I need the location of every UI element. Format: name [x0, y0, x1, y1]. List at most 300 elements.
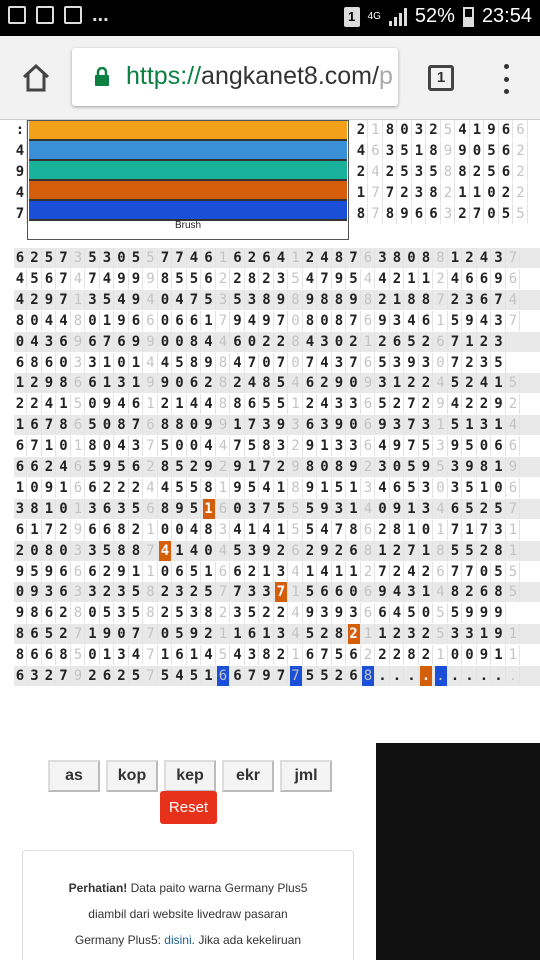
- grid-cell[interactable]: 4: [355, 141, 368, 161]
- grid-cell[interactable]: 6: [58, 582, 71, 602]
- grid-cell[interactable]: 3: [406, 624, 419, 644]
- grid-cell[interactable]: 3: [442, 204, 455, 224]
- grid-cell[interactable]: 1: [203, 666, 216, 686]
- grid-cell[interactable]: 7: [493, 290, 506, 310]
- grid-cell[interactable]: 9: [232, 478, 245, 498]
- grid-cell[interactable]: 7: [72, 624, 85, 644]
- grid-cell[interactable]: 5: [159, 666, 172, 686]
- grid-cell[interactable]: 3: [87, 353, 100, 373]
- grid-cell[interactable]: 5: [130, 499, 143, 519]
- grid-cell[interactable]: 3: [377, 373, 390, 393]
- grid-cell[interactable]: 5: [449, 541, 462, 561]
- grid-cell[interactable]: 6: [217, 666, 230, 686]
- grid-cell[interactable]: 3: [449, 478, 462, 498]
- grid-cell[interactable]: 1: [130, 562, 143, 582]
- grid-cell[interactable]: 0: [377, 499, 390, 519]
- grid-cell[interactable]: 8: [232, 394, 245, 414]
- grid-cell[interactable]: 5: [130, 603, 143, 623]
- grid-cell[interactable]: 1: [29, 520, 42, 540]
- grid-cell[interactable]: 8: [362, 290, 375, 310]
- grid-cell[interactable]: 2: [420, 394, 433, 414]
- grid-cell[interactable]: 8: [391, 520, 404, 540]
- grid-cell[interactable]: 3: [413, 120, 426, 140]
- grid-cell[interactable]: 0: [116, 248, 129, 268]
- grid-cell[interactable]: 2: [464, 394, 477, 414]
- grid-cell[interactable]: 4: [290, 373, 303, 393]
- grid-cell[interactable]: 3: [377, 457, 390, 477]
- grid-cell[interactable]: 0: [174, 373, 187, 393]
- grid-cell[interactable]: 7: [87, 269, 100, 289]
- grid-cell[interactable]: 7: [145, 541, 158, 561]
- grid-cell[interactable]: 8: [58, 373, 71, 393]
- grid-cell[interactable]: 5: [493, 562, 506, 582]
- grid-cell[interactable]: 6: [413, 204, 426, 224]
- grid-cell[interactable]: 3: [348, 436, 361, 456]
- grid-cell[interactable]: 6: [319, 582, 332, 602]
- grid-cell[interactable]: 3: [420, 415, 433, 435]
- grid-cell[interactable]: 5: [464, 541, 477, 561]
- grid-cell[interactable]: 0: [290, 311, 303, 331]
- grid-cell[interactable]: 6: [362, 582, 375, 602]
- grid-cell[interactable]: 3: [246, 290, 259, 310]
- grid-cell[interactable]: 4: [43, 394, 56, 414]
- grid-cell[interactable]: 0: [29, 478, 42, 498]
- grid-cell[interactable]: 4: [232, 520, 245, 540]
- grid-cell[interactable]: 5: [486, 162, 499, 182]
- grid-cell[interactable]: 1: [275, 478, 288, 498]
- grid-cell[interactable]: 0: [471, 141, 484, 161]
- grid-cell[interactable]: 9: [101, 457, 114, 477]
- grid-cell[interactable]: 9: [290, 457, 303, 477]
- as-button[interactable]: as: [48, 760, 100, 792]
- grid-cell[interactable]: 6: [420, 311, 433, 331]
- grid-cell[interactable]: 5: [304, 666, 317, 686]
- grid-cell[interactable]: 9: [43, 478, 56, 498]
- grid-cell[interactable]: 9: [72, 332, 85, 352]
- grid-cell[interactable]: 6: [145, 415, 158, 435]
- grid-cell[interactable]: 5: [246, 603, 259, 623]
- grid-cell[interactable]: 7: [130, 415, 143, 435]
- grid-cell[interactable]: 1: [43, 499, 56, 519]
- grid-cell[interactable]: 7: [217, 582, 230, 602]
- grid-cell[interactable]: 1: [290, 394, 303, 414]
- grid-cell[interactable]: 3: [72, 541, 85, 561]
- grid-cell[interactable]: 4: [290, 562, 303, 582]
- grid-cell[interactable]: 5: [442, 120, 455, 140]
- grid-cell[interactable]: 1: [217, 624, 230, 644]
- grid-cell[interactable]: 1: [101, 373, 114, 393]
- grid-cell[interactable]: 9: [464, 311, 477, 331]
- grid-cell[interactable]: 8: [355, 204, 368, 224]
- grid-cell[interactable]: 5: [261, 394, 274, 414]
- grid-cell[interactable]: 6: [515, 120, 528, 140]
- grid-cell[interactable]: 3: [333, 394, 346, 414]
- grid-cell[interactable]: 1: [43, 436, 56, 456]
- grid-cell[interactable]: 4: [159, 353, 172, 373]
- grid-cell[interactable]: 5: [275, 394, 288, 414]
- grid-cell[interactable]: 1: [493, 457, 506, 477]
- grid-cell[interactable]: 3: [217, 290, 230, 310]
- grid-cell[interactable]: 5: [449, 373, 462, 393]
- grid-cell[interactable]: 2: [159, 394, 172, 414]
- grid-cell[interactable]: 3: [116, 499, 129, 519]
- grid-cell[interactable]: 7: [145, 666, 158, 686]
- grid-cell[interactable]: 7: [304, 353, 317, 373]
- grid-cell[interactable]: 5: [290, 520, 303, 540]
- grid-cell[interactable]: 4: [362, 499, 375, 519]
- grid-cell[interactable]: 4: [246, 373, 259, 393]
- grid-cell[interactable]: 7: [449, 332, 462, 352]
- grid-cell[interactable]: 6: [43, 353, 56, 373]
- grid-cell[interactable]: 2: [130, 478, 143, 498]
- grid-cell[interactable]: 9: [145, 373, 158, 393]
- grid-cell[interactable]: :: [14, 120, 27, 140]
- grid-cell[interactable]: 3: [217, 520, 230, 540]
- grid-cell[interactable]: 9: [130, 290, 143, 310]
- grid-cell[interactable]: 7: [275, 353, 288, 373]
- grid-cell[interactable]: 1: [87, 624, 100, 644]
- grid-cell[interactable]: 1: [457, 183, 470, 203]
- grid-cell[interactable]: 7: [435, 290, 448, 310]
- grid-cell[interactable]: 8: [333, 311, 346, 331]
- grid-cell[interactable]: 7: [478, 520, 491, 540]
- grid-cell[interactable]: 9: [457, 141, 470, 161]
- grid-cell[interactable]: 0: [348, 582, 361, 602]
- grid-cell[interactable]: 0: [87, 311, 100, 331]
- grid-cell[interactable]: 2: [391, 269, 404, 289]
- grid-cell[interactable]: 0: [159, 562, 172, 582]
- grid-cell[interactable]: 1: [493, 645, 506, 665]
- grid-cell[interactable]: 9: [478, 603, 491, 623]
- grid-cell[interactable]: 7: [58, 248, 71, 268]
- grid-cell[interactable]: 2: [217, 457, 230, 477]
- brush-swatch[interactable]: [29, 141, 347, 161]
- grid-cell[interactable]: 5: [188, 666, 201, 686]
- grid-cell[interactable]: 6: [500, 120, 513, 140]
- grid-cell[interactable]: 4: [58, 457, 71, 477]
- grid-cell[interactable]: 2: [442, 183, 455, 203]
- grid-cell[interactable]: 2: [246, 562, 259, 582]
- grid-cell[interactable]: 3: [246, 645, 259, 665]
- grid-cell[interactable]: 6: [304, 645, 317, 665]
- grid-cell[interactable]: 9: [304, 603, 317, 623]
- grid-cell[interactable]: 0: [101, 415, 114, 435]
- grid-cell[interactable]: 4: [377, 269, 390, 289]
- grid-cell[interactable]: 2: [116, 478, 129, 498]
- grid-cell[interactable]: 0: [87, 645, 100, 665]
- grid-cell[interactable]: 0: [87, 394, 100, 414]
- grid-cell[interactable]: 1: [507, 520, 520, 540]
- grid-cell[interactable]: 9: [203, 415, 216, 435]
- grid-cell[interactable]: 0: [486, 183, 499, 203]
- grid-cell[interactable]: 1: [406, 520, 419, 540]
- grid-cell[interactable]: 3: [435, 436, 448, 456]
- grid-cell[interactable]: .: [478, 666, 491, 686]
- grid-cell[interactable]: 3: [290, 415, 303, 435]
- grid-cell[interactable]: 8: [29, 603, 42, 623]
- grid-cell[interactable]: 6: [58, 332, 71, 352]
- grid-cell[interactable]: 3: [449, 624, 462, 644]
- grid-cell[interactable]: 3: [464, 624, 477, 644]
- grid-cell[interactable]: 1: [493, 415, 506, 435]
- grid-cell[interactable]: 3: [275, 269, 288, 289]
- grid-cell[interactable]: 5: [101, 603, 114, 623]
- grid-cell[interactable]: 2: [101, 582, 114, 602]
- grid-cell[interactable]: .: [464, 666, 477, 686]
- grid-cell[interactable]: 7: [406, 394, 419, 414]
- grid-cell[interactable]: 5: [101, 541, 114, 561]
- grid-cell[interactable]: 2: [515, 162, 528, 182]
- grid-cell[interactable]: 6: [217, 499, 230, 519]
- grid-cell[interactable]: 8: [14, 645, 27, 665]
- grid-cell[interactable]: 2: [515, 183, 528, 203]
- grid-cell[interactable]: 0: [435, 353, 448, 373]
- grid-cell[interactable]: 2: [457, 204, 470, 224]
- grid-cell[interactable]: 1: [435, 311, 448, 331]
- grid-cell[interactable]: 9: [203, 353, 216, 373]
- grid-cell[interactable]: 5: [449, 603, 462, 623]
- grid-cell[interactable]: 2: [428, 120, 441, 140]
- grid-cell[interactable]: 5: [275, 499, 288, 519]
- grid-cell[interactable]: 5: [493, 499, 506, 519]
- browser-menu-button[interactable]: [495, 64, 517, 94]
- grid-cell[interactable]: 1: [420, 582, 433, 602]
- grid-cell[interactable]: 9: [333, 373, 346, 393]
- grid-cell[interactable]: 4: [507, 290, 520, 310]
- grid-cell[interactable]: 8: [333, 248, 346, 268]
- grid-cell[interactable]: 2: [43, 457, 56, 477]
- grid-cell[interactable]: 5: [507, 373, 520, 393]
- grid-cell[interactable]: 3: [493, 520, 506, 540]
- grid-cell[interactable]: 6: [435, 332, 448, 352]
- grid-cell[interactable]: 6: [87, 332, 100, 352]
- grid-cell[interactable]: 7: [246, 353, 259, 373]
- grid-cell[interactable]: 2: [116, 666, 129, 686]
- grid-cell[interactable]: 7: [348, 353, 361, 373]
- grid-cell[interactable]: 8: [493, 541, 506, 561]
- grid-cell[interactable]: 1: [261, 562, 274, 582]
- grid-cell[interactable]: 9: [493, 603, 506, 623]
- grid-cell[interactable]: 6: [116, 332, 129, 352]
- grid-cell[interactable]: 6: [203, 269, 216, 289]
- grid-cell[interactable]: 2: [420, 645, 433, 665]
- grid-cell[interactable]: 1: [72, 499, 85, 519]
- grid-cell[interactable]: 0: [29, 541, 42, 561]
- grid-cell[interactable]: 2: [435, 269, 448, 289]
- grid-cell[interactable]: 1: [464, 520, 477, 540]
- grid-cell[interactable]: 3: [101, 248, 114, 268]
- grid-cell[interactable]: 9: [188, 624, 201, 644]
- grid-cell[interactable]: 3: [493, 332, 506, 352]
- grid-cell[interactable]: 1: [261, 624, 274, 644]
- home-icon[interactable]: [20, 62, 52, 94]
- grid-cell[interactable]: 6: [362, 311, 375, 331]
- grid-cell[interactable]: 2: [355, 120, 368, 140]
- grid-cell[interactable]: 6: [101, 520, 114, 540]
- grid-cell[interactable]: 9: [145, 269, 158, 289]
- grid-cell[interactable]: 9: [449, 436, 462, 456]
- grid-cell[interactable]: 6: [87, 373, 100, 393]
- grid-cell[interactable]: 8: [290, 290, 303, 310]
- grid-cell[interactable]: 9: [478, 645, 491, 665]
- grid-cell[interactable]: 3: [72, 353, 85, 373]
- grid-cell[interactable]: 9: [442, 141, 455, 161]
- grid-cell[interactable]: 9: [159, 373, 172, 393]
- grid-cell[interactable]: 2: [391, 645, 404, 665]
- grid-cell[interactable]: 8: [203, 520, 216, 540]
- brush-swatch[interactable]: [29, 201, 347, 221]
- grid-cell[interactable]: 9: [232, 311, 245, 331]
- grid-cell[interactable]: 8: [333, 624, 346, 644]
- grid-cell[interactable]: .: [406, 666, 419, 686]
- grid-cell[interactable]: .: [377, 666, 390, 686]
- grid-cell[interactable]: 7: [319, 645, 332, 665]
- grid-cell[interactable]: 9: [130, 332, 143, 352]
- grid-cell[interactable]: 6: [362, 603, 375, 623]
- grid-cell[interactable]: 7: [370, 204, 383, 224]
- grid-cell[interactable]: 3: [72, 582, 85, 602]
- grid-cell[interactable]: 0: [87, 603, 100, 623]
- grid-cell[interactable]: 7: [145, 645, 158, 665]
- grid-cell[interactable]: 7: [319, 269, 332, 289]
- grid-cell[interactable]: 2: [261, 332, 274, 352]
- grid-cell[interactable]: 3: [275, 436, 288, 456]
- grid-cell[interactable]: 5: [493, 353, 506, 373]
- grid-cell[interactable]: 5: [174, 457, 187, 477]
- grid-cell[interactable]: 3: [261, 582, 274, 602]
- grid-cell[interactable]: 1: [471, 120, 484, 140]
- grid-cell[interactable]: 5: [420, 436, 433, 456]
- grid-cell[interactable]: 1: [217, 248, 230, 268]
- grid-cell[interactable]: 4: [188, 248, 201, 268]
- grid-cell[interactable]: 1: [471, 183, 484, 203]
- grid-cell[interactable]: 7: [58, 666, 71, 686]
- grid-cell[interactable]: 9: [14, 162, 27, 182]
- grid-cell[interactable]: 1: [319, 436, 332, 456]
- grid-cell[interactable]: 5: [130, 248, 143, 268]
- grid-cell[interactable]: 1: [464, 415, 477, 435]
- grid-cell[interactable]: 4: [188, 541, 201, 561]
- grid-cell[interactable]: 7: [290, 666, 303, 686]
- grid-cell[interactable]: 7: [377, 562, 390, 582]
- grid-cell[interactable]: 8: [72, 311, 85, 331]
- grid-cell[interactable]: 6: [72, 478, 85, 498]
- grid-cell[interactable]: 6: [348, 666, 361, 686]
- grid-cell[interactable]: 0: [493, 478, 506, 498]
- grid-cell[interactable]: 4: [29, 332, 42, 352]
- grid-cell[interactable]: 9: [391, 499, 404, 519]
- grid-cell[interactable]: 8: [145, 582, 158, 602]
- grid-cell[interactable]: 3: [333, 353, 346, 373]
- grid-cell[interactable]: 5: [188, 269, 201, 289]
- grid-cell[interactable]: 2: [188, 457, 201, 477]
- grid-cell[interactable]: 9: [377, 415, 390, 435]
- grid-cell[interactable]: 2: [319, 373, 332, 393]
- grid-cell[interactable]: 6: [174, 562, 187, 582]
- grid-cell[interactable]: 5: [304, 499, 317, 519]
- grid-cell[interactable]: 8: [478, 457, 491, 477]
- grid-cell[interactable]: 5: [29, 269, 42, 289]
- grid-cell[interactable]: 1: [246, 520, 259, 540]
- grid-cell[interactable]: 8: [304, 457, 317, 477]
- grid-cell[interactable]: 9: [399, 204, 412, 224]
- grid-cell[interactable]: 5: [159, 436, 172, 456]
- grid-cell[interactable]: 8: [333, 290, 346, 310]
- grid-cell[interactable]: 9: [507, 457, 520, 477]
- grid-cell[interactable]: 9: [14, 603, 27, 623]
- grid-cell[interactable]: 6: [101, 666, 114, 686]
- grid-cell[interactable]: 2: [355, 162, 368, 182]
- grid-cell[interactable]: 1: [507, 624, 520, 644]
- grid-cell[interactable]: 0: [399, 120, 412, 140]
- grid-cell[interactable]: 5: [145, 248, 158, 268]
- grid-cell[interactable]: 8: [406, 290, 419, 310]
- grid-cell[interactable]: 2: [261, 603, 274, 623]
- grid-cell[interactable]: 3: [348, 394, 361, 414]
- grid-cell[interactable]: 5: [399, 162, 412, 182]
- grid-cell[interactable]: 6: [500, 141, 513, 161]
- grid-cell[interactable]: 4: [130, 645, 143, 665]
- grid-cell[interactable]: 2: [464, 582, 477, 602]
- grid-cell[interactable]: 5: [406, 478, 419, 498]
- grid-cell[interactable]: 5: [43, 248, 56, 268]
- grid-cell[interactable]: 4: [261, 478, 274, 498]
- grid-cell[interactable]: 9: [304, 478, 317, 498]
- grid-cell[interactable]: 9: [14, 562, 27, 582]
- grid-cell[interactable]: 2: [217, 603, 230, 623]
- grid-cell[interactable]: 1: [14, 415, 27, 435]
- grid-cell[interactable]: 4: [377, 436, 390, 456]
- grid-cell[interactable]: 4: [449, 269, 462, 289]
- grid-cell[interactable]: 5: [304, 582, 317, 602]
- grid-cell[interactable]: 8: [203, 478, 216, 498]
- grid-cell[interactable]: 4: [406, 311, 419, 331]
- grid-cell[interactable]: 7: [58, 269, 71, 289]
- grid-cell[interactable]: .: [435, 666, 448, 686]
- grid-cell[interactable]: 8: [203, 603, 216, 623]
- grid-cell[interactable]: 6: [72, 373, 85, 393]
- grid-cell[interactable]: 9: [130, 269, 143, 289]
- grid-cell[interactable]: 8: [420, 248, 433, 268]
- grid-cell[interactable]: 9: [174, 499, 187, 519]
- grid-cell[interactable]: 2: [275, 541, 288, 561]
- grid-cell[interactable]: 3: [478, 415, 491, 435]
- grid-cell[interactable]: 8: [261, 290, 274, 310]
- grid-cell[interactable]: 4: [217, 436, 230, 456]
- grid-cell[interactable]: 1: [348, 478, 361, 498]
- grid-cell[interactable]: 4: [174, 666, 187, 686]
- grid-cell[interactable]: 3: [413, 183, 426, 203]
- grid-cell[interactable]: 2: [471, 162, 484, 182]
- grid-cell[interactable]: 5: [29, 562, 42, 582]
- grid-cell[interactable]: 3: [391, 415, 404, 435]
- grid-cell[interactable]: 2: [275, 457, 288, 477]
- grid-cell[interactable]: 5: [217, 645, 230, 665]
- grid-cell[interactable]: 4: [362, 269, 375, 289]
- grid-cell[interactable]: 7: [348, 311, 361, 331]
- grid-cell[interactable]: 7: [449, 353, 462, 373]
- grid-cell[interactable]: 6: [507, 436, 520, 456]
- grid-cell[interactable]: 6: [72, 562, 85, 582]
- grid-cell[interactable]: 5: [72, 645, 85, 665]
- grid-cell[interactable]: 0: [333, 332, 346, 352]
- grid-cell[interactable]: 7: [188, 290, 201, 310]
- grid-cell[interactable]: 5: [333, 645, 346, 665]
- grid-cell[interactable]: 9: [232, 457, 245, 477]
- grid-cell[interactable]: 6: [14, 248, 27, 268]
- address-bar[interactable]: [72, 48, 398, 106]
- grid-cell[interactable]: 2: [290, 436, 303, 456]
